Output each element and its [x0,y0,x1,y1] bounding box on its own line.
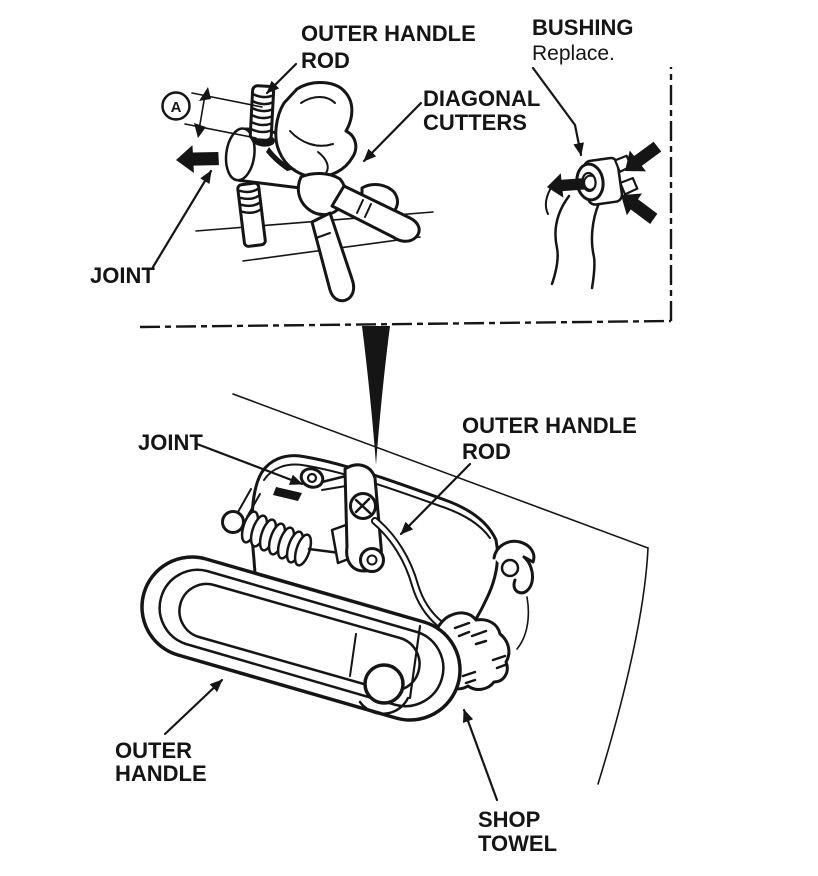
leader-joint-inset [153,171,211,267]
label-joint-inset: JOINT [90,263,155,288]
label-outer-handle-rod-main-line2: ROD [462,439,511,464]
rod-upper-thread [250,85,274,140]
label-bushing: BUSHING [532,15,634,40]
label-diagonal-cutters-line2: CUTTERS [423,110,527,135]
label-outer-handle-rod-inset-line1: OUTER HANDLE [301,21,476,46]
label-joint-main: JOINT [138,430,203,455]
leader-outer-handle-rod-inset [267,64,296,93]
leader-diagonal-cutters [364,103,421,161]
leader-bushing [533,68,581,155]
label-bushing-note: Replace. [532,42,615,65]
diagonal-cutters-tool [266,83,419,301]
label-outer-handle-rod-main-line1: OUTER HANDLE [462,413,637,438]
cutter-handle-left [312,213,354,301]
label-shop-towel-line1: SHOP [478,807,541,832]
label-outer-handle-line1: OUTER [115,738,192,763]
label-diagonal-cutters-line1: DIAGONAL [423,86,541,111]
leader-outer-handle [165,680,222,734]
rod-lower-thread [237,183,265,247]
leader-shop-towel [464,710,497,800]
grip-end-hole [365,665,403,703]
plate-mounting-tab [494,541,534,593]
dimension-a-letter: A [170,99,182,116]
inset-view [163,83,666,301]
label-shop-towel-line2: TOWEL [478,831,558,856]
bushing-part [546,136,665,288]
label-outer-handle-line2: HANDLE [115,761,207,786]
pull-direction-arrow-icon [175,144,219,174]
labels [90,15,637,856]
label-outer-handle-rod-inset-line2: ROD [301,48,350,73]
